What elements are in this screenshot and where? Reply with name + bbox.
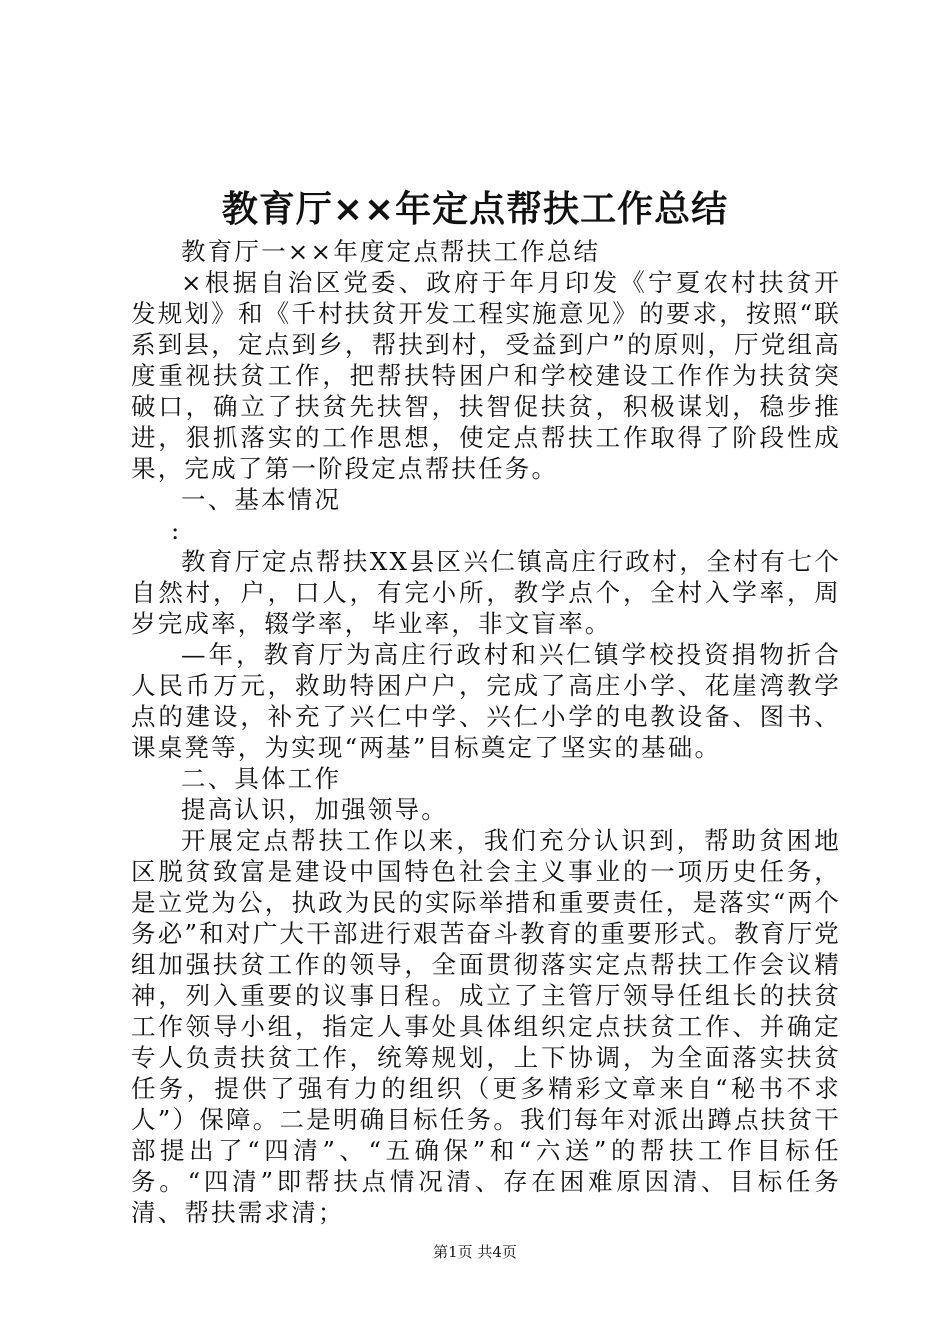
paragraph-colon: : [171, 516, 182, 545]
paragraph-investment: —年，教育厅为高庄行政村和兴仁镇学校投资捐物折合人民币万元，救助特困户户，完成了高庄小学、花崖湾教学点的建设，补充了兴仁中学、兴仁小学的电教设备、图书、课桌凳等，为实现“两基”目标奠定了坚实的基础。 [131, 640, 841, 762]
section-heading-basic: 一、基本情况 [181, 485, 342, 514]
page-footer: 第1页 共4页 [433, 1243, 517, 1261]
document-title: 教育厅××年定点帮扶工作总结 [221, 189, 729, 230]
subheading-leadership: 提高认识，加强领导。 [181, 795, 448, 824]
document-body [131, 236, 841, 1228]
section-heading-work: 二、具体工作 [181, 764, 342, 793]
paragraph-village-info: 教育厅定点帮扶XX县区兴仁镇高庄行政村，全村有七个自然村，户，口人，有完小所，教学点个，全村入学率，周岁完成率，辍学率，毕业率，非文盲率。 [131, 547, 841, 638]
paragraph-subtitle: 教育厅一××年度定点帮扶工作总结 [181, 237, 601, 266]
paragraph-intro: ×根据自治区党委、政府于年月印发《宁夏农村扶贫开发规划》和《千村扶贫开发工程实施意见》的要求，按照“联系到县，定点到乡，帮扶到村，受益到户”的原则，厅党组高度重视扶贫工作，把帮扶特困户和学校建设工作作为扶贫突破口，确立了扶贫先扶智，扶智促扶贫，积极谋划，稳步推进，狠抓落实的工作思想，使定点帮扶工作取得了阶段性成果，完成了第一阶段定点帮扶任务。 [131, 268, 841, 483]
paragraph-leadership: 开展定点帮扶工作以来，我们充分认识到，帮助贫困地区脱贫致富是建设中国特色社会主义事业的一项历史任务，是立党为公，执政为民的实际举措和重要责任，是落实“两个务必”和对广大干部进行艰苦奋斗教育的重要形式。教育厅党组加强扶贫工作的领导，全面贯彻落实定点帮扶工作会议精神，列入重要的议事日程。成立了主管厅领导任组长的扶贫工作领导小组，指定人事处具体组织定点扶贫工作、并确定专人负责扶贫工作，统筹规划，上下协调，为全面落实扶贫任务，提供了强有力的组织（更多精彩文章来自“秘书不求人”）保障。二是明确目标任务。我们每年对派出蹲点扶贫干部提出了“四清”、“五确保”和“六送”的帮扶工作目标任务。“四清”即帮扶点情况清、存在困难原因清、目标任务清、帮扶需求清； [131, 826, 841, 1227]
